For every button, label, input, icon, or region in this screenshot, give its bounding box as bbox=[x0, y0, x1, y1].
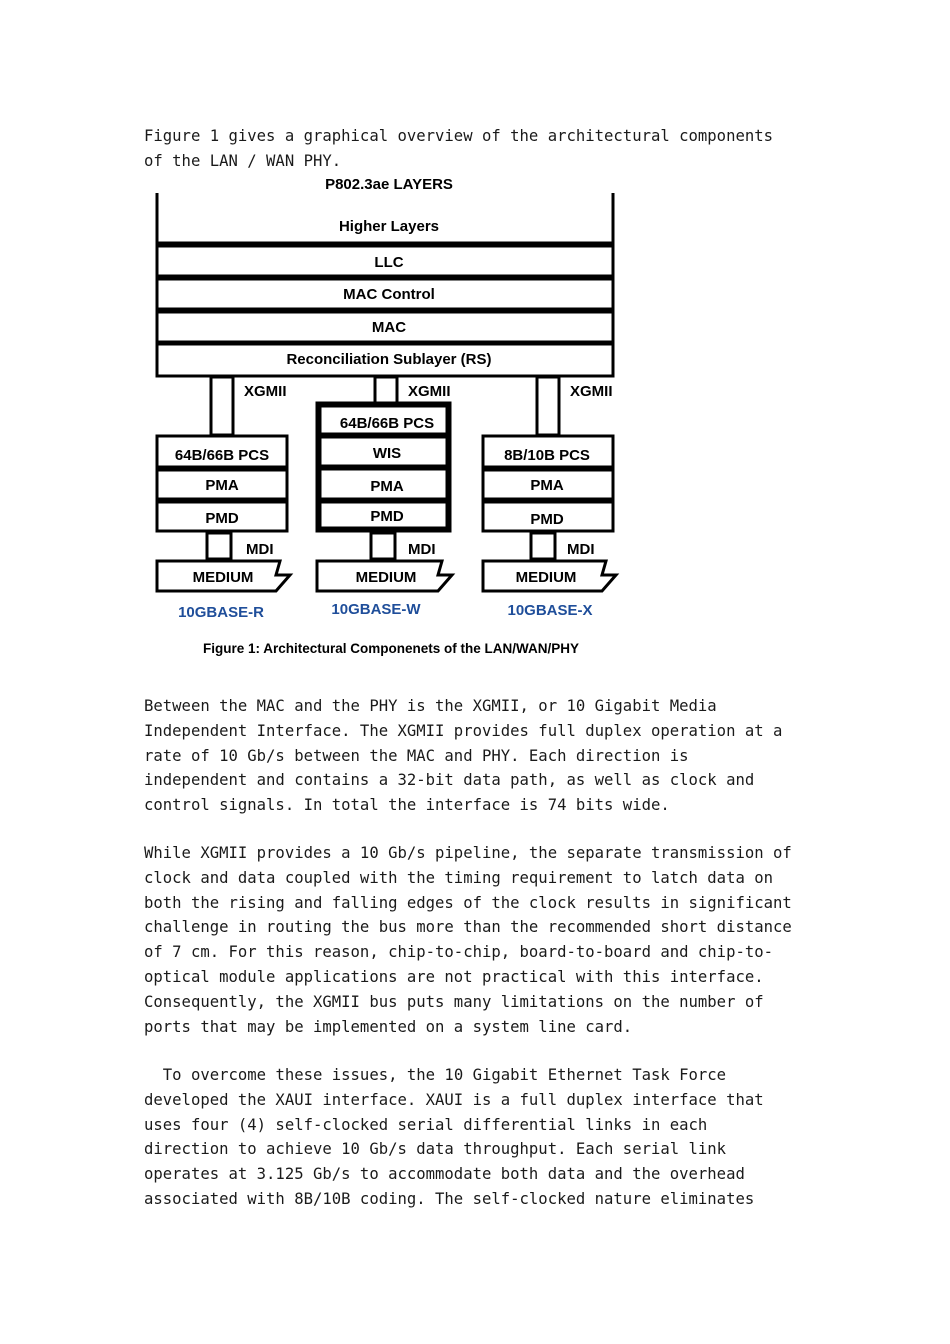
stack-w-pma: PMA bbox=[370, 478, 404, 495]
xgmii-label-x: XGMII bbox=[570, 383, 613, 400]
paragraph-xaui: To overcome these issues, the 10 Gigabit Ethernet Task Force developed the XAUI interface. XAUI is a full duplex interface that uses four (4) self-clocked serial differential links in each direction to achieve 10 Gb/s data throughput. Each serial link operates at 3.125 Gb/s to accommodate both data and the overhead associated with 8B/10B coding. The self-clocked nature eliminates bbox=[144, 1066, 764, 1208]
stack-r-pcs: 64B/66B PCS bbox=[174, 447, 270, 464]
xgmii-label-r: XGMII bbox=[244, 383, 287, 400]
stack-name-x: 10GBASE-X bbox=[507, 602, 593, 619]
figure-title: P802.3ae LAYERS bbox=[325, 176, 453, 193]
paragraph-xgmii-limitations: While XGMII provides a 10 Gb/s pipeline, the separate transmission of clock and data coupled with the timing requirement to latch data on both the rising and falling edges of the clock results in significant challenge in routing the bus more than the recommended short distance of 7 cm. For this reason, chip-to-chip, board-to-board and chip-to- optical module applications are not practical with this interface. Consequently, the XGMII bus puts many limitations on the number of ports that may be implemented on a system line card. bbox=[144, 844, 792, 1036]
mdi-label-x: MDI bbox=[567, 541, 595, 558]
medium-label-w: MEDIUM bbox=[355, 569, 417, 586]
stack-name-r: 10GBASE-R bbox=[178, 604, 264, 621]
stack-x-pma: PMA bbox=[530, 477, 564, 494]
figure-caption: Figure 1: Architectural Componenets of the LAN/WAN/PHY bbox=[202, 641, 580, 656]
stack-x-pmd: PMD bbox=[530, 511, 564, 528]
medium-label-x: MEDIUM bbox=[515, 569, 577, 586]
stack-name-w: 10GBASE-W bbox=[331, 601, 421, 618]
stack-r-pma: PMA bbox=[205, 477, 239, 494]
layer-mac-control: MAC Control bbox=[343, 286, 435, 303]
layer-llc: LLC bbox=[374, 254, 404, 271]
stack-x-pcs: 8B/10B PCS bbox=[504, 447, 590, 464]
layer-mac: MAC bbox=[371, 319, 407, 336]
stack-r-pmd: PMD bbox=[205, 510, 239, 527]
stack-w-wis: WIS bbox=[372, 445, 402, 462]
stack-w-pmd: PMD bbox=[370, 508, 404, 525]
medium-label-r: MEDIUM bbox=[192, 569, 254, 586]
intro-paragraph: Figure 1 gives a graphical overview of the architectural components of the LAN / WAN PHY. bbox=[144, 127, 774, 170]
layer-higher-layers: Higher Layers bbox=[338, 218, 440, 235]
layer-rs: Reconciliation Sublayer (RS) bbox=[286, 351, 492, 368]
xgmii-label-w: XGMII bbox=[408, 383, 451, 400]
stack-w-pcs: 64B/66B PCS bbox=[339, 415, 435, 432]
architecture-figure bbox=[140, 172, 640, 662]
mdi-label-w: MDI bbox=[408, 541, 436, 558]
paragraph-xgmii: Between the MAC and the PHY is the XGMII, or 10 Gigabit Media Independent Interface. The XGMII provides full duplex operation at a rate of 10 Gb/s between the MAC and PHY. Each direction is independent and contains a 32-bit data path, as well as clock and control signals. In total the interface is 74 bits wide. bbox=[144, 697, 783, 815]
mdi-label-r: MDI bbox=[246, 541, 274, 558]
